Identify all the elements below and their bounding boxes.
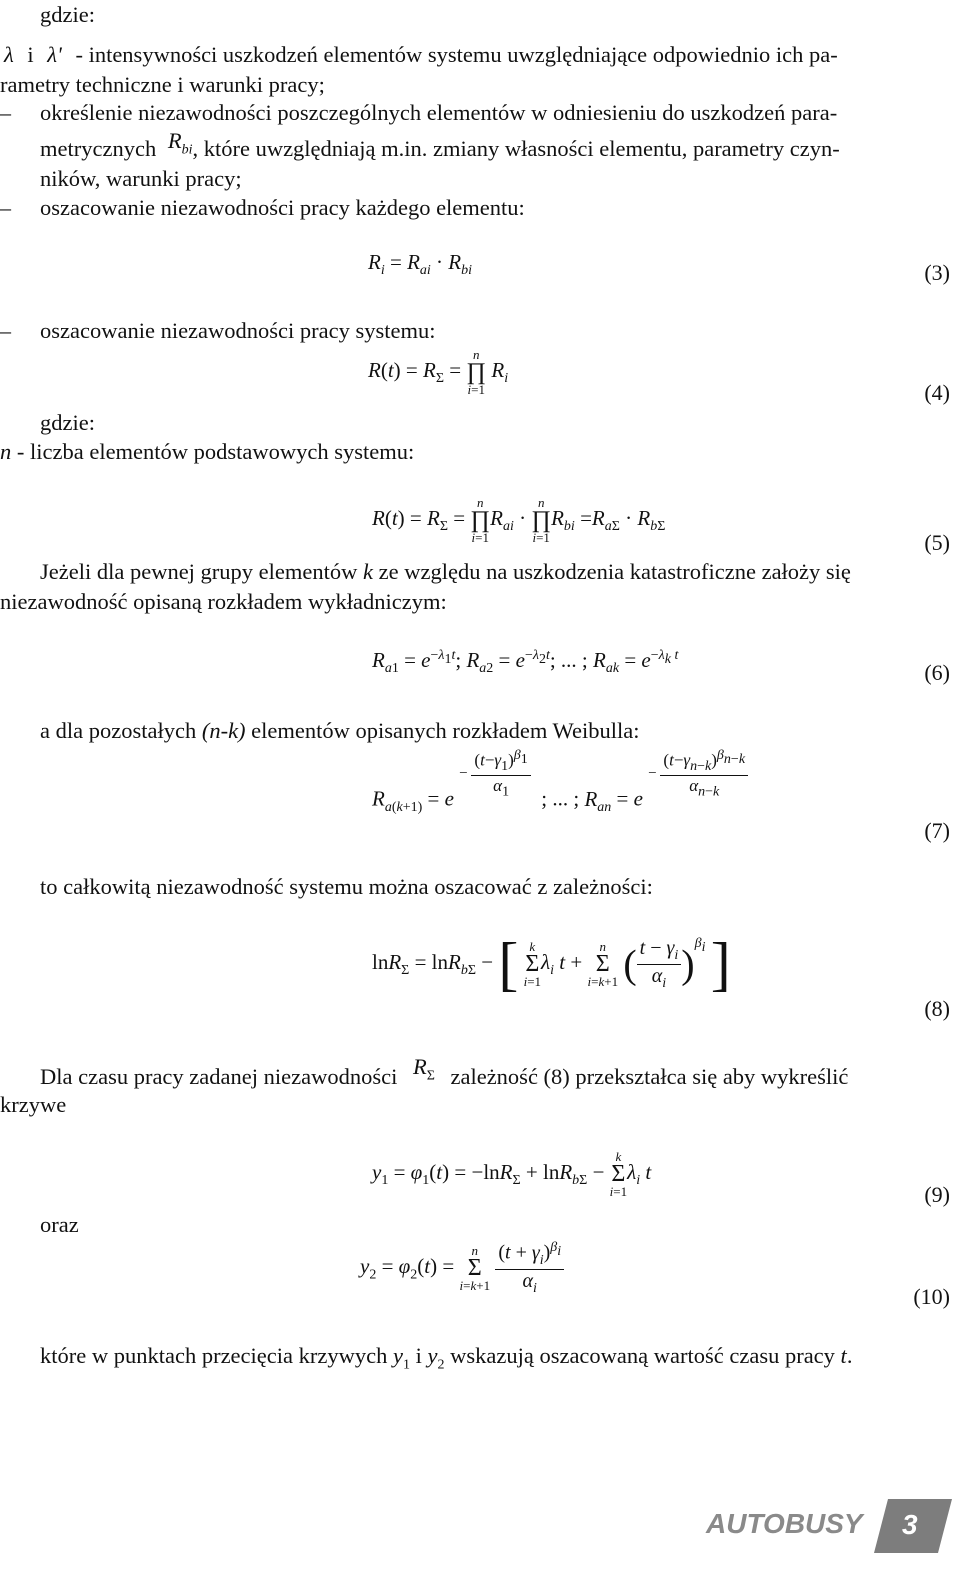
bullet-dash-2: –: [0, 195, 11, 220]
intro-line-2: rametry techniczne i warunki pracy;: [0, 72, 325, 97]
total-reliability-line: to całkowitą niezawodność systemu można oszacować z zależności:: [40, 874, 653, 899]
paragraph-k-line-1: Jeżeli dla pewnej grupy elementów k ze względu na uszkodzenia katastroficzne założy się: [40, 559, 851, 584]
bullet-dash-1: –: [0, 100, 11, 125]
intro-line-1-rest: - intensywności uszkodzeń elementów systemu uwzględniające odpowiednio ich pa-: [75, 42, 838, 67]
intro-line-7: oszacowanie niezawodności pracy systemu:: [40, 318, 436, 343]
equation-9-number: (9): [924, 1182, 950, 1207]
page-number: 3: [902, 1509, 918, 1540]
intro-line-1: [4, 40, 838, 70]
equation-8-number: (8): [924, 996, 950, 1021]
equation-3: $R_i = R_{ai} \cdot R_{bi}$: [368, 250, 472, 279]
paragraph-k-line-2: niezawodność opisaną rozkładem wykładniczym:: [0, 589, 447, 614]
equation-10: $y_2 = \varphi_2(t)$ = n Σ i=k+1 $\frac{(t + \gamma_i)^{\beta_i}}{\alpha_i}$: [360, 1240, 564, 1297]
equation-8: lnR$_\Sigma$ = lnR$_{b\Sigma}$ − [ k Σ i=1 $\lambda_i$ t + n Σ i=k+1 ( $\frac{t - \gamma_i}{\alpha_i}$ )$^{\beta_i}$ ]: [372, 931, 731, 997]
bullet-dash-3: –: [0, 318, 11, 343]
intro-line-3: określenie niezawodności poszczególnych elementów w odniesieniu do uszkodzeń para-: [40, 100, 838, 125]
lambda-symbol: λ: [4, 42, 14, 67]
equation-5: $R(t) = R_\Sigma$ = n ∏ i=1 $R_{ai}$ · n ∏ i=1 $R_{bi} =R_{a\Sigma} \cdot R_{b\Sigma}$: [372, 495, 666, 545]
equation-4-number: (4): [924, 380, 950, 405]
intro-line-5: ników, warunki pracy;: [40, 166, 242, 191]
krzywe-word: krzywe: [0, 1092, 67, 1117]
equation-4: $R(t) = R_\Sigma$ = n ∏ i=1 $R_i$: [368, 347, 509, 397]
equation-10-number: (10): [913, 1284, 950, 1309]
equation-6: $R_{a1} = e^{-\lambda_1t}$; $R_{a2} = e^{-\lambda_2t}$; ... ; $R_{ak} = e^{-\lambda_k t}$: [372, 648, 679, 677]
equation-9: $y_1 = \varphi_1(t) = -\ln R_\Sigma + \ln R_{b\Sigma}$ − k Σ i=1 $\lambda_i$ t: [372, 1149, 652, 1199]
weibull-line: a dla pozostałych (n-k) elementów opisanych rozkładem Weibulla:: [40, 718, 640, 743]
oraz-word: oraz: [40, 1212, 79, 1237]
autobusy-logo: [702, 1497, 952, 1555]
brand-text: AUTOBUSY: [706, 1508, 863, 1539]
gdzie-label-2: gdzie:: [40, 410, 95, 435]
i-word: i: [27, 42, 34, 67]
gdzie-label-top: gdzie:: [40, 2, 95, 27]
equation-7-number: (7): [924, 818, 950, 843]
equation-3-number: (3): [924, 260, 950, 285]
equation-7: $R_{a(k+1)} = e$ − $\frac{(t-\gamma_1)^{\beta_1}}{\alpha_1}$ ; ... ; $R_{an} = e$ − $\frac{(t-\gamma_{n-k})^{\beta_{n-k}}}{\alpha_{n-k}}$: [372, 776, 748, 828]
lambda-prime-symbol: λ': [47, 42, 62, 67]
r-bi-symbol: $R_{bi}$: [167, 128, 193, 158]
final-line: które w punktach przecięcia krzywych $y_1$ i $y_2$ wskazują oszacowaną wartość czasu pracy t.: [40, 1343, 853, 1373]
intro-line-4-pre: metrycznych: [40, 136, 157, 161]
intro-line-4-post: , które uwzględniają m.in. zmiany własności elementu, parametry czyn-: [192, 136, 840, 161]
equation-6-number: (6): [924, 660, 950, 685]
dla-line: Dla czasu pracy zadanej niezawodności $R_\Sigma$ zależność (8) przekształca się aby wykreślić: [40, 1054, 849, 1089]
n-definition: n - liczba elementów podstawowych systemu:: [0, 439, 415, 464]
autobusy-logo-graphic: [702, 1497, 952, 1555]
intro-line-6: oszacowanie niezawodności pracy każdego elementu:: [40, 195, 525, 220]
equation-5-number: (5): [924, 530, 950, 555]
